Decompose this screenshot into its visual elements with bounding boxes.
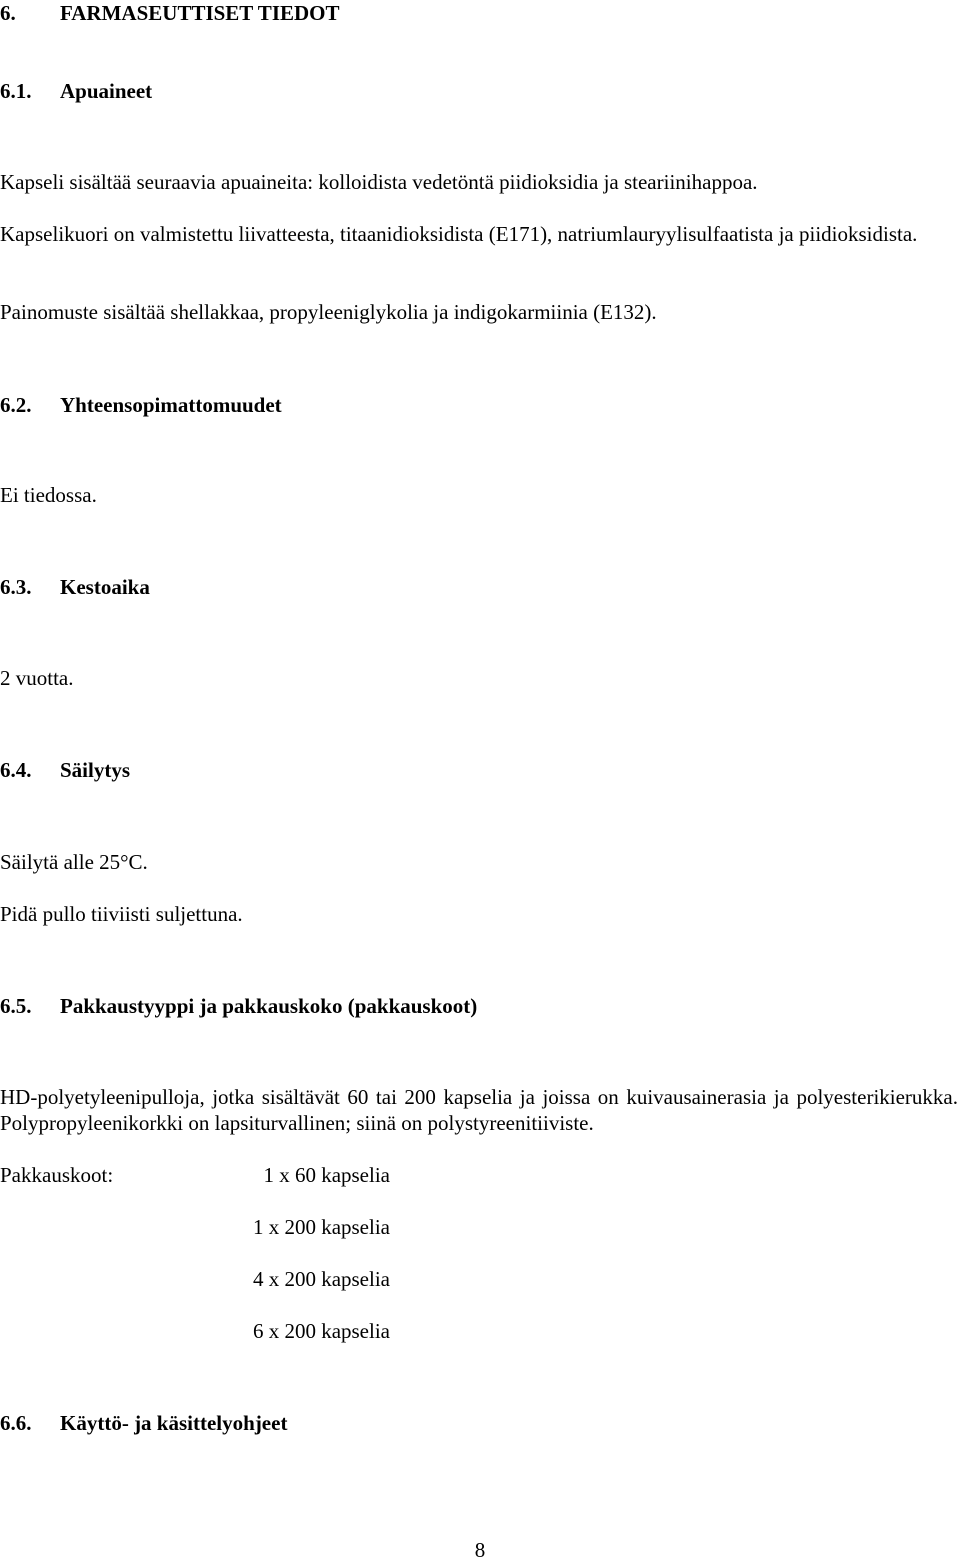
section-number: 6.6.: [0, 1411, 32, 1435]
pack-size-item: 6 x 200 kapselia: [252, 1319, 390, 1343]
pack-sizes-label: Pakkauskoot:: [0, 1163, 114, 1187]
section-title: Pakkaustyyppi ja pakkauskoko (pakkauskoot): [60, 994, 478, 1018]
pack-size-item: 4 x 200 kapselia: [252, 1267, 390, 1291]
section-number: 6.1.: [0, 79, 32, 103]
section-title: Kestoaika: [60, 575, 150, 599]
section-heading-6-2: [0, 392, 282, 418]
paragraph-printing-ink: Painomuste sisältää shellakkaa, propyleeniglykolia ja indigokarmiinia (E132).: [0, 300, 657, 324]
paragraph-storage-closed: Pidä pullo tiiviisti suljettuna.: [0, 902, 243, 926]
section-title: Apuaineet: [60, 79, 153, 103]
section-number: 6.: [0, 1, 16, 25]
section-title: Yhteensopimattomuudet: [60, 393, 282, 417]
section-number: 6.5.: [0, 994, 32, 1018]
paragraph-capsule-shell: Kapselikuori on valmistettu liivatteesta, titaanidioksidista (E171), natriumlauryylisulfaatista ja piidioksidista.: [0, 222, 918, 246]
pack-size-item: 1 x 200 kapselia: [252, 1215, 390, 1239]
paragraph-excipients: Kapseli sisältää seuraavia apuaineita: kolloidista vedetöntä piidioksidia ja steariinihappoa.: [0, 170, 758, 194]
section-number: 6.3.: [0, 575, 32, 599]
section-title: Säilytys: [60, 758, 131, 782]
pack-size-item: 1 x 60 kapselia: [263, 1163, 390, 1187]
section-heading-6-6: [0, 1410, 287, 1436]
section-heading-6: [0, 0, 340, 26]
page-number: 8: [474, 1538, 486, 1562]
section-heading-6-4: [0, 757, 130, 783]
section-number: 6.2.: [0, 393, 32, 417]
paragraph-storage-temp: Säilytä alle 25°C.: [0, 850, 148, 874]
paragraph-shelf-life: 2 vuotta.: [0, 666, 74, 690]
section-heading-6-5: [0, 993, 477, 1019]
section-heading-6-1: [0, 78, 152, 104]
section-title: Käyttö- ja käsittelyohjeet: [60, 1411, 288, 1435]
paragraph-container: HD-polyetyleenipulloja, jotka sisältävät 60 tai 200 kapselia ja joissa on kuivausainerasia ja polyesterikierukka. Polypropyleenikorkki on lapsiturvallinen; siinä on polystyreenitiiviste.: [0, 1085, 958, 1135]
section-heading-6-3: [0, 574, 150, 600]
section-number: 6.4.: [0, 758, 32, 782]
section-title: FARMASEUTTISET TIEDOT: [60, 1, 340, 25]
paragraph-incompatibilities: Ei tiedossa.: [0, 483, 97, 507]
